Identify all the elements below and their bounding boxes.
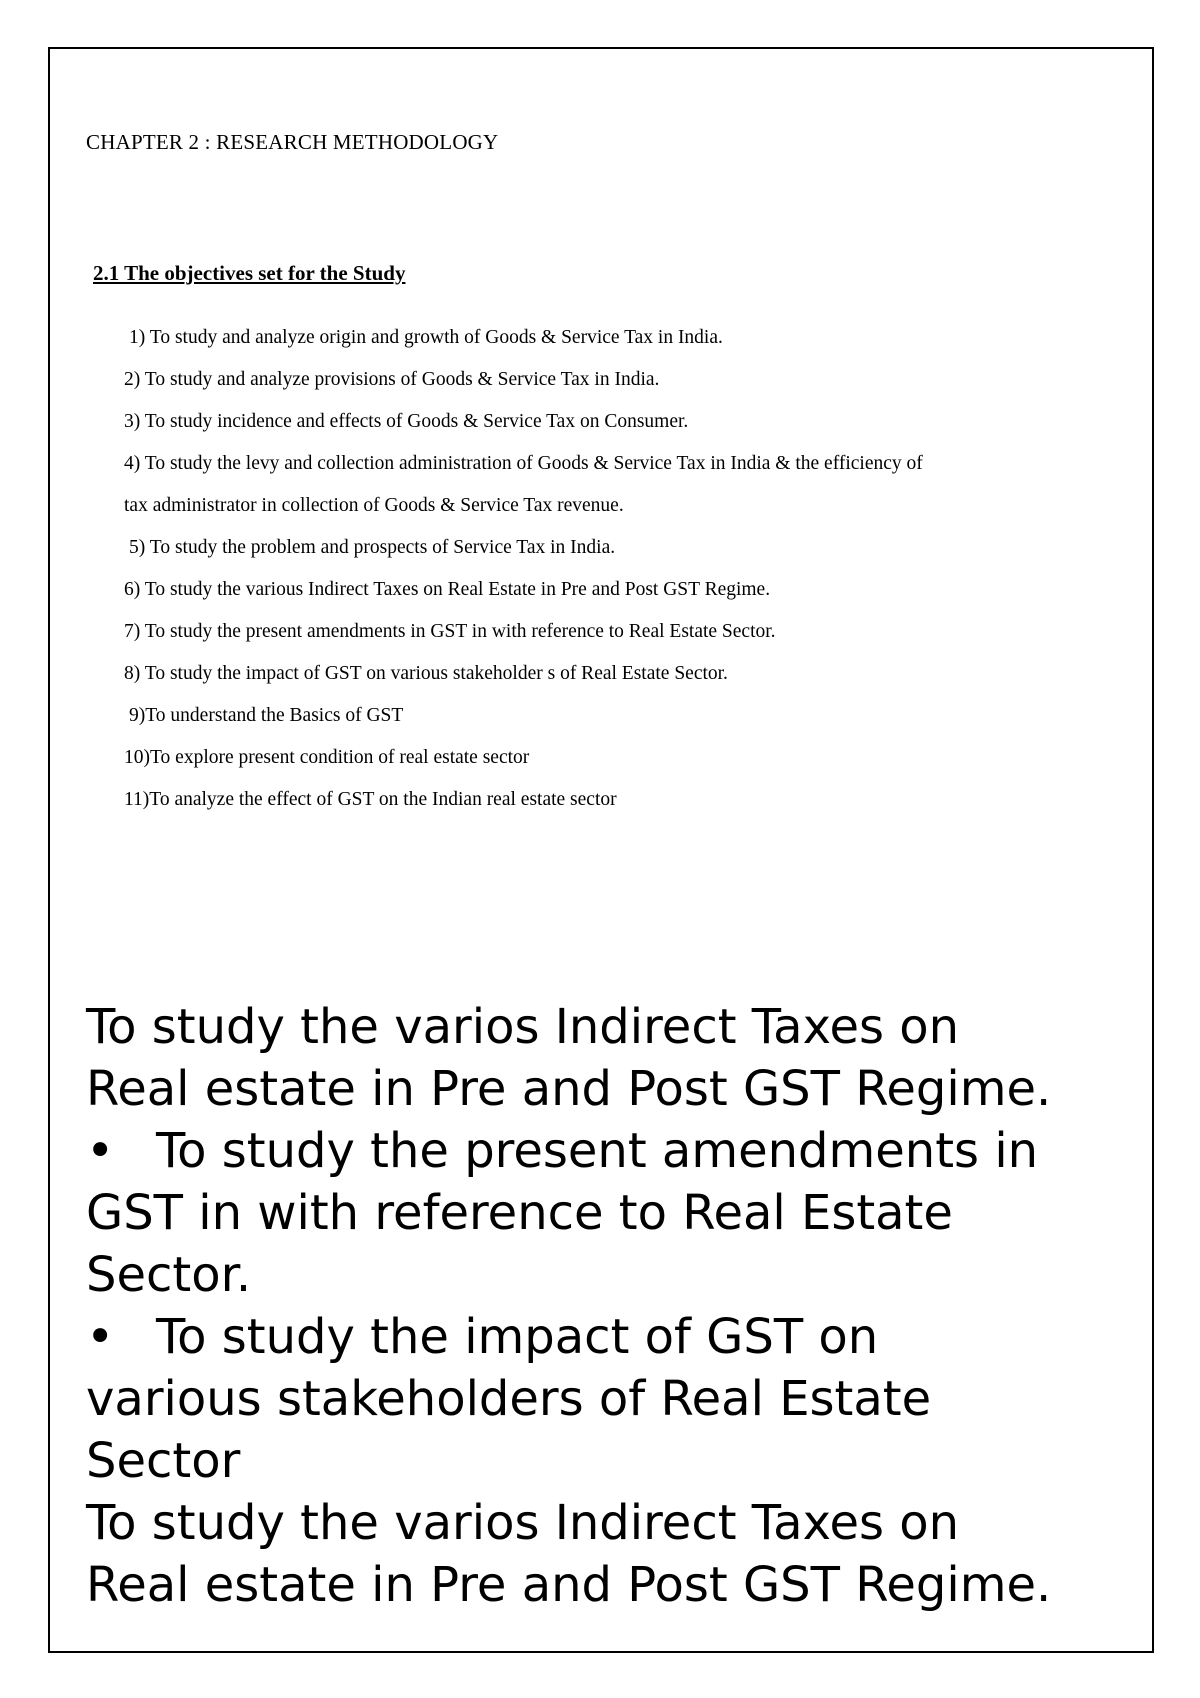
slide-bullet-line [86,1120,1146,1182]
slide-text-line: Sector. [86,1247,252,1303]
slide-text-line: Real estate in Pre and Post GST Regime. [86,1557,1052,1613]
section-heading: 2.1 The objectives set for the Study [93,261,406,285]
bullet-icon: • [86,1309,115,1365]
bullet-icon: • [86,1123,115,1179]
objective-item: 1) To study and analyze origin and growth of Goods & Service Tax in India. [129,327,723,348]
objective-item-continuation: tax administrator in collection of Goods & Service Tax revenue. [124,495,624,516]
objective-item: 10)To explore present condition of real estate sector [124,747,530,768]
objective-item: 9)To understand the Basics of GST [129,705,404,726]
slide-bullet-line [86,1306,1146,1368]
slide-text-line: To study the varios Indirect Taxes on [86,999,960,1055]
slide-bullet-text: To study the impact of GST on [156,1309,879,1365]
slide-text-block [86,996,1146,1616]
slide-text-line: Real estate in Pre and Post GST Regime. [86,1061,1052,1117]
slide-text-line: various stakeholders of Real Estate [86,1371,932,1427]
objective-item: 6) To study the various Indirect Taxes on Real Estate in Pre and Post GST Regime. [124,579,771,600]
objective-item: 7) To study the present amendments in GST in with reference to Real Estate Sector. [124,621,776,642]
objective-item: 11)To analyze the effect of GST on the Indian real estate sector [124,789,617,810]
slide-text-line: GST in with reference to Real Estate [86,1185,953,1241]
chapter-title: CHAPTER 2 : RESEARCH METHODOLOGY [86,130,499,154]
slide-bullet-text: To study the present amendments in [156,1123,1039,1179]
slide-text-line: To study the varios Indirect Taxes on [86,1495,960,1551]
objective-item: 8) To study the impact of GST on various stakeholder s of Real Estate Sector. [124,663,728,684]
slide-text-line: Sector [86,1433,241,1489]
objective-item: 4) To study the levy and collection administration of Goods & Service Tax in India & the efficiency of [124,453,923,474]
objective-item: 3) To study incidence and effects of Goods & Service Tax on Consumer. [124,411,689,432]
objective-item: 2) To study and analyze provisions of Goods & Service Tax in India. [124,369,660,390]
objective-item: 5) To study the problem and prospects of Service Tax in India. [129,537,616,558]
